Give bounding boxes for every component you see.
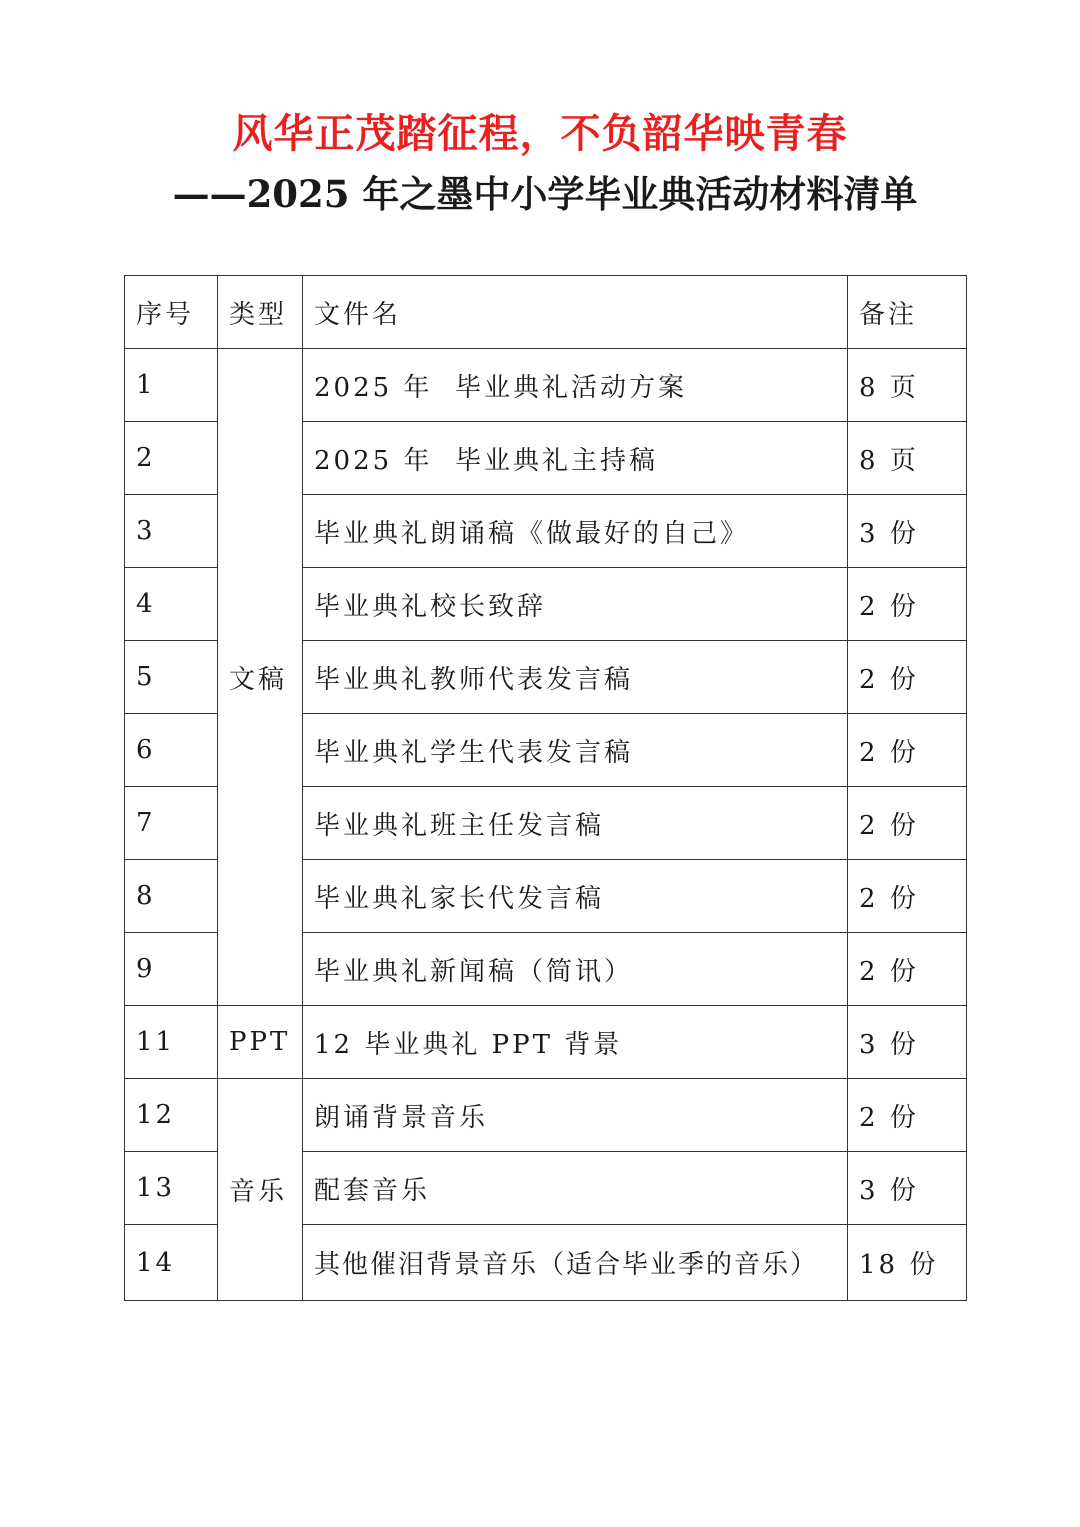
row-no: 14 [125,1225,218,1301]
row-no: 6 [125,714,218,787]
row-note: 18 份 [848,1225,967,1301]
row-file-name: 配套音乐 [303,1152,848,1225]
row-note: 3 份 [848,495,967,568]
document-title: 风华正茂踏征程，不负韶华映青春 [232,110,848,157]
table-row [125,349,967,422]
type-group-ppt: PPT [218,1006,303,1079]
table-row [125,1006,967,1079]
row-note: 2 份 [848,787,967,860]
row-no: 5 [125,641,218,714]
header-type: 类型 [218,276,303,349]
row-file-name: 毕业典礼教师代表发言稿 [303,641,848,714]
row-file-name: 毕业典礼学生代表发言稿 [303,714,848,787]
row-file-name: 毕业典礼校长致辞 [303,568,848,641]
row-note: 8 页 [848,422,967,495]
row-note: 2 份 [848,568,967,641]
row-note: 2 份 [848,1079,967,1152]
row-note: 2 份 [848,933,967,1006]
document-subtitle: ——2025 年之墨中小学毕业典活动材料清单 [172,172,918,216]
row-file-name: 毕业典礼班主任发言稿 [303,787,848,860]
materials-table [124,275,967,1301]
row-no: 8 [125,860,218,933]
row-no: 1 [125,349,218,422]
row-file-name: 毕业典礼新闻稿（简讯） [303,933,848,1006]
row-no: 9 [125,933,218,1006]
row-no: 13 [125,1152,218,1225]
row-no: 7 [125,787,218,860]
row-no: 12 [125,1079,218,1152]
type-group-music: 音乐 [218,1079,303,1301]
row-note: 2 份 [848,860,967,933]
type-group-manuscript: 文稿 [218,349,303,1006]
header-name: 文件名 [303,276,848,349]
table-header-row [125,276,967,349]
row-note: 3 份 [848,1006,967,1079]
row-note: 2 份 [848,714,967,787]
row-note: 2 份 [848,641,967,714]
header-no: 序号 [125,276,218,349]
row-file-name: 毕业典礼家长代发言稿 [303,860,848,933]
row-file-name: 毕业典礼朗诵稿《做最好的自己》 [303,495,848,568]
table-row [125,1079,967,1152]
row-no: 2 [125,422,218,495]
row-file-name: 12 毕业典礼 PPT 背景 [303,1006,848,1079]
row-note: 8 页 [848,349,967,422]
row-file-name: 朗诵背景音乐 [303,1079,848,1152]
header-note: 备注 [848,276,967,349]
row-note: 3 份 [848,1152,967,1225]
row-file-name: 其他催泪背景音乐（适合毕业季的音乐） [303,1225,848,1301]
row-no: 4 [125,568,218,641]
row-no: 11 [125,1006,218,1079]
row-file-name: 2025 年 毕业典礼主持稿 [303,422,848,495]
row-file-name: 2025 年 毕业典礼活动方案 [303,349,848,422]
row-no: 3 [125,495,218,568]
